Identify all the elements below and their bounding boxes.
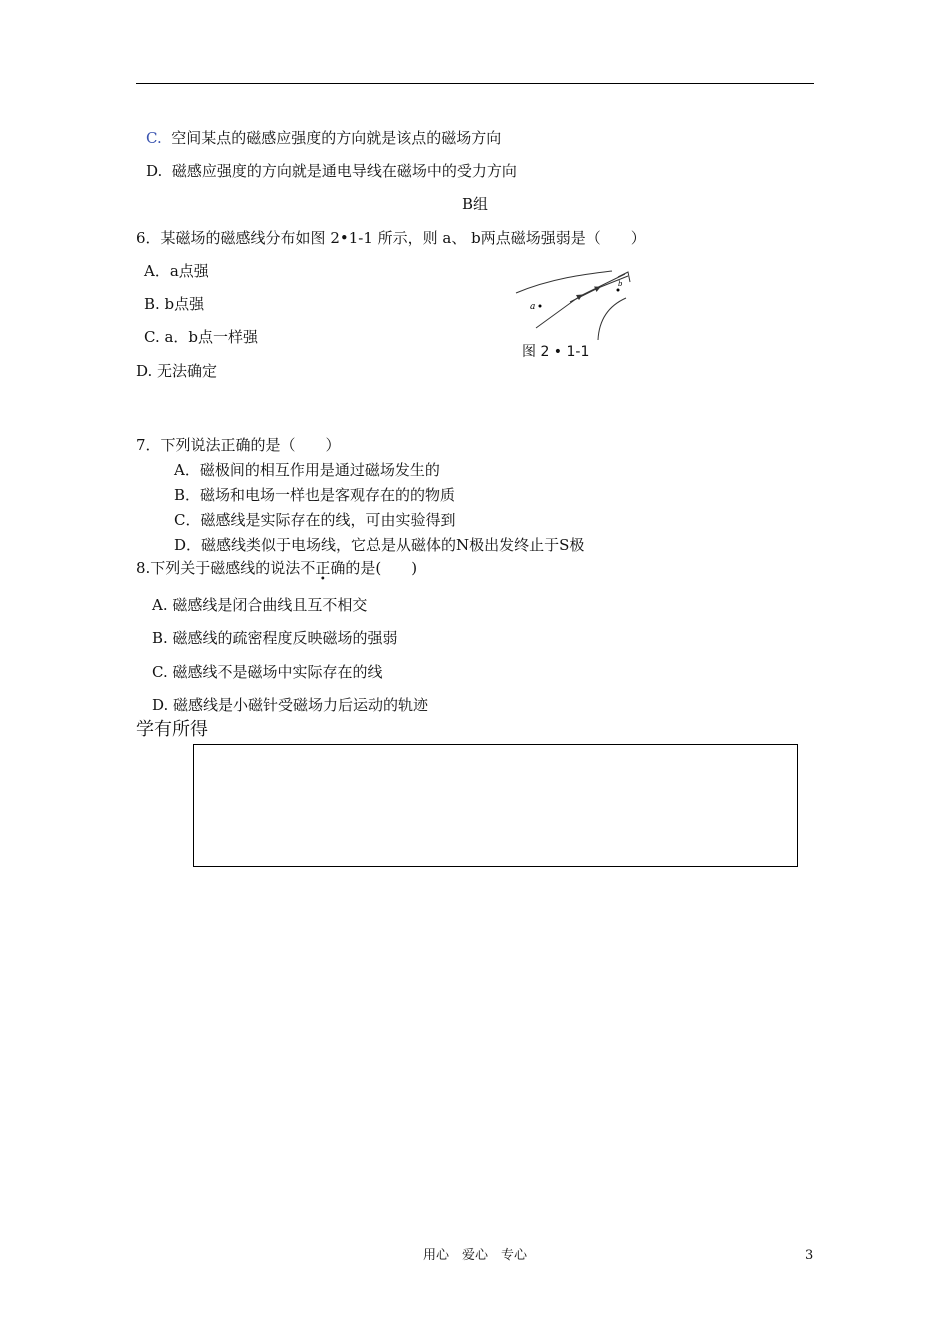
q6-option-d: D. 无法确定 xyxy=(136,362,218,380)
summary-answer-box[interactable] xyxy=(193,744,798,867)
q8-option-c: C. 磁感线不是磁场中实际存在的线 xyxy=(152,663,383,681)
field-line-top xyxy=(516,271,612,293)
q6-option-a: A．a点强 xyxy=(144,262,209,280)
q7-option-c: C．磁感线是实际存在的线，可由实验得到 xyxy=(174,511,456,529)
summary-heading: 学有所得 xyxy=(136,719,208,740)
q7-option-a: A．磁极间的相互作用是通过磁场发生的 xyxy=(174,461,440,479)
point-b-dot xyxy=(617,289,620,292)
figure-caption: 图 2 • 1-1 xyxy=(522,344,590,360)
magnetic-field-figure xyxy=(512,268,640,342)
label-point-b: b xyxy=(618,280,623,288)
q6-stem: 6．某磁场的磁感线分布如图 2•1-1 所示，则 a、 b两点磁场强弱是（ ） xyxy=(136,229,646,247)
q8-stem: 8.下列关于磁感线的说法不正确的是( ) xyxy=(136,559,418,577)
q7-stem: 7．下列说法正确的是（ ） xyxy=(136,436,341,454)
footer-text: 用心 爱心 专心 xyxy=(422,1248,527,1263)
label-point-a: a xyxy=(530,302,536,312)
q8-option-b: B. 磁感线的疏密程度反映磁场的强弱 xyxy=(152,629,398,647)
field-line-bottom xyxy=(598,298,626,340)
section-title: B组 xyxy=(461,195,489,213)
q6-option-b: B. b点强 xyxy=(144,295,205,313)
q5-option-d: D. 磁感应强度的方向就是通电导线在磁场中的受力方向 xyxy=(146,162,517,180)
header-rule xyxy=(136,83,814,84)
q5-option-c: C. 空间某点的磁感应强度的方向就是该点的磁场方向 xyxy=(146,129,502,147)
page-number: 3 xyxy=(805,1248,814,1263)
point-a-dot xyxy=(539,305,542,308)
q8-option-a: A. 磁感线是闭合曲线且互不相交 xyxy=(152,596,368,614)
q7-option-b: B．磁场和电场一样也是客观存在的的物质 xyxy=(174,486,456,504)
q7-option-d: D．磁感线类似于电场线，它总是从磁体的N极出发终止于S极 xyxy=(174,536,585,554)
q6-option-c: C. a．b点一样强 xyxy=(144,328,259,346)
q8-option-d: D. 磁感线是小磁针受磁场力后运动的轨迹 xyxy=(152,696,429,714)
q8-emphasis: 不正确 xyxy=(300,559,346,577)
